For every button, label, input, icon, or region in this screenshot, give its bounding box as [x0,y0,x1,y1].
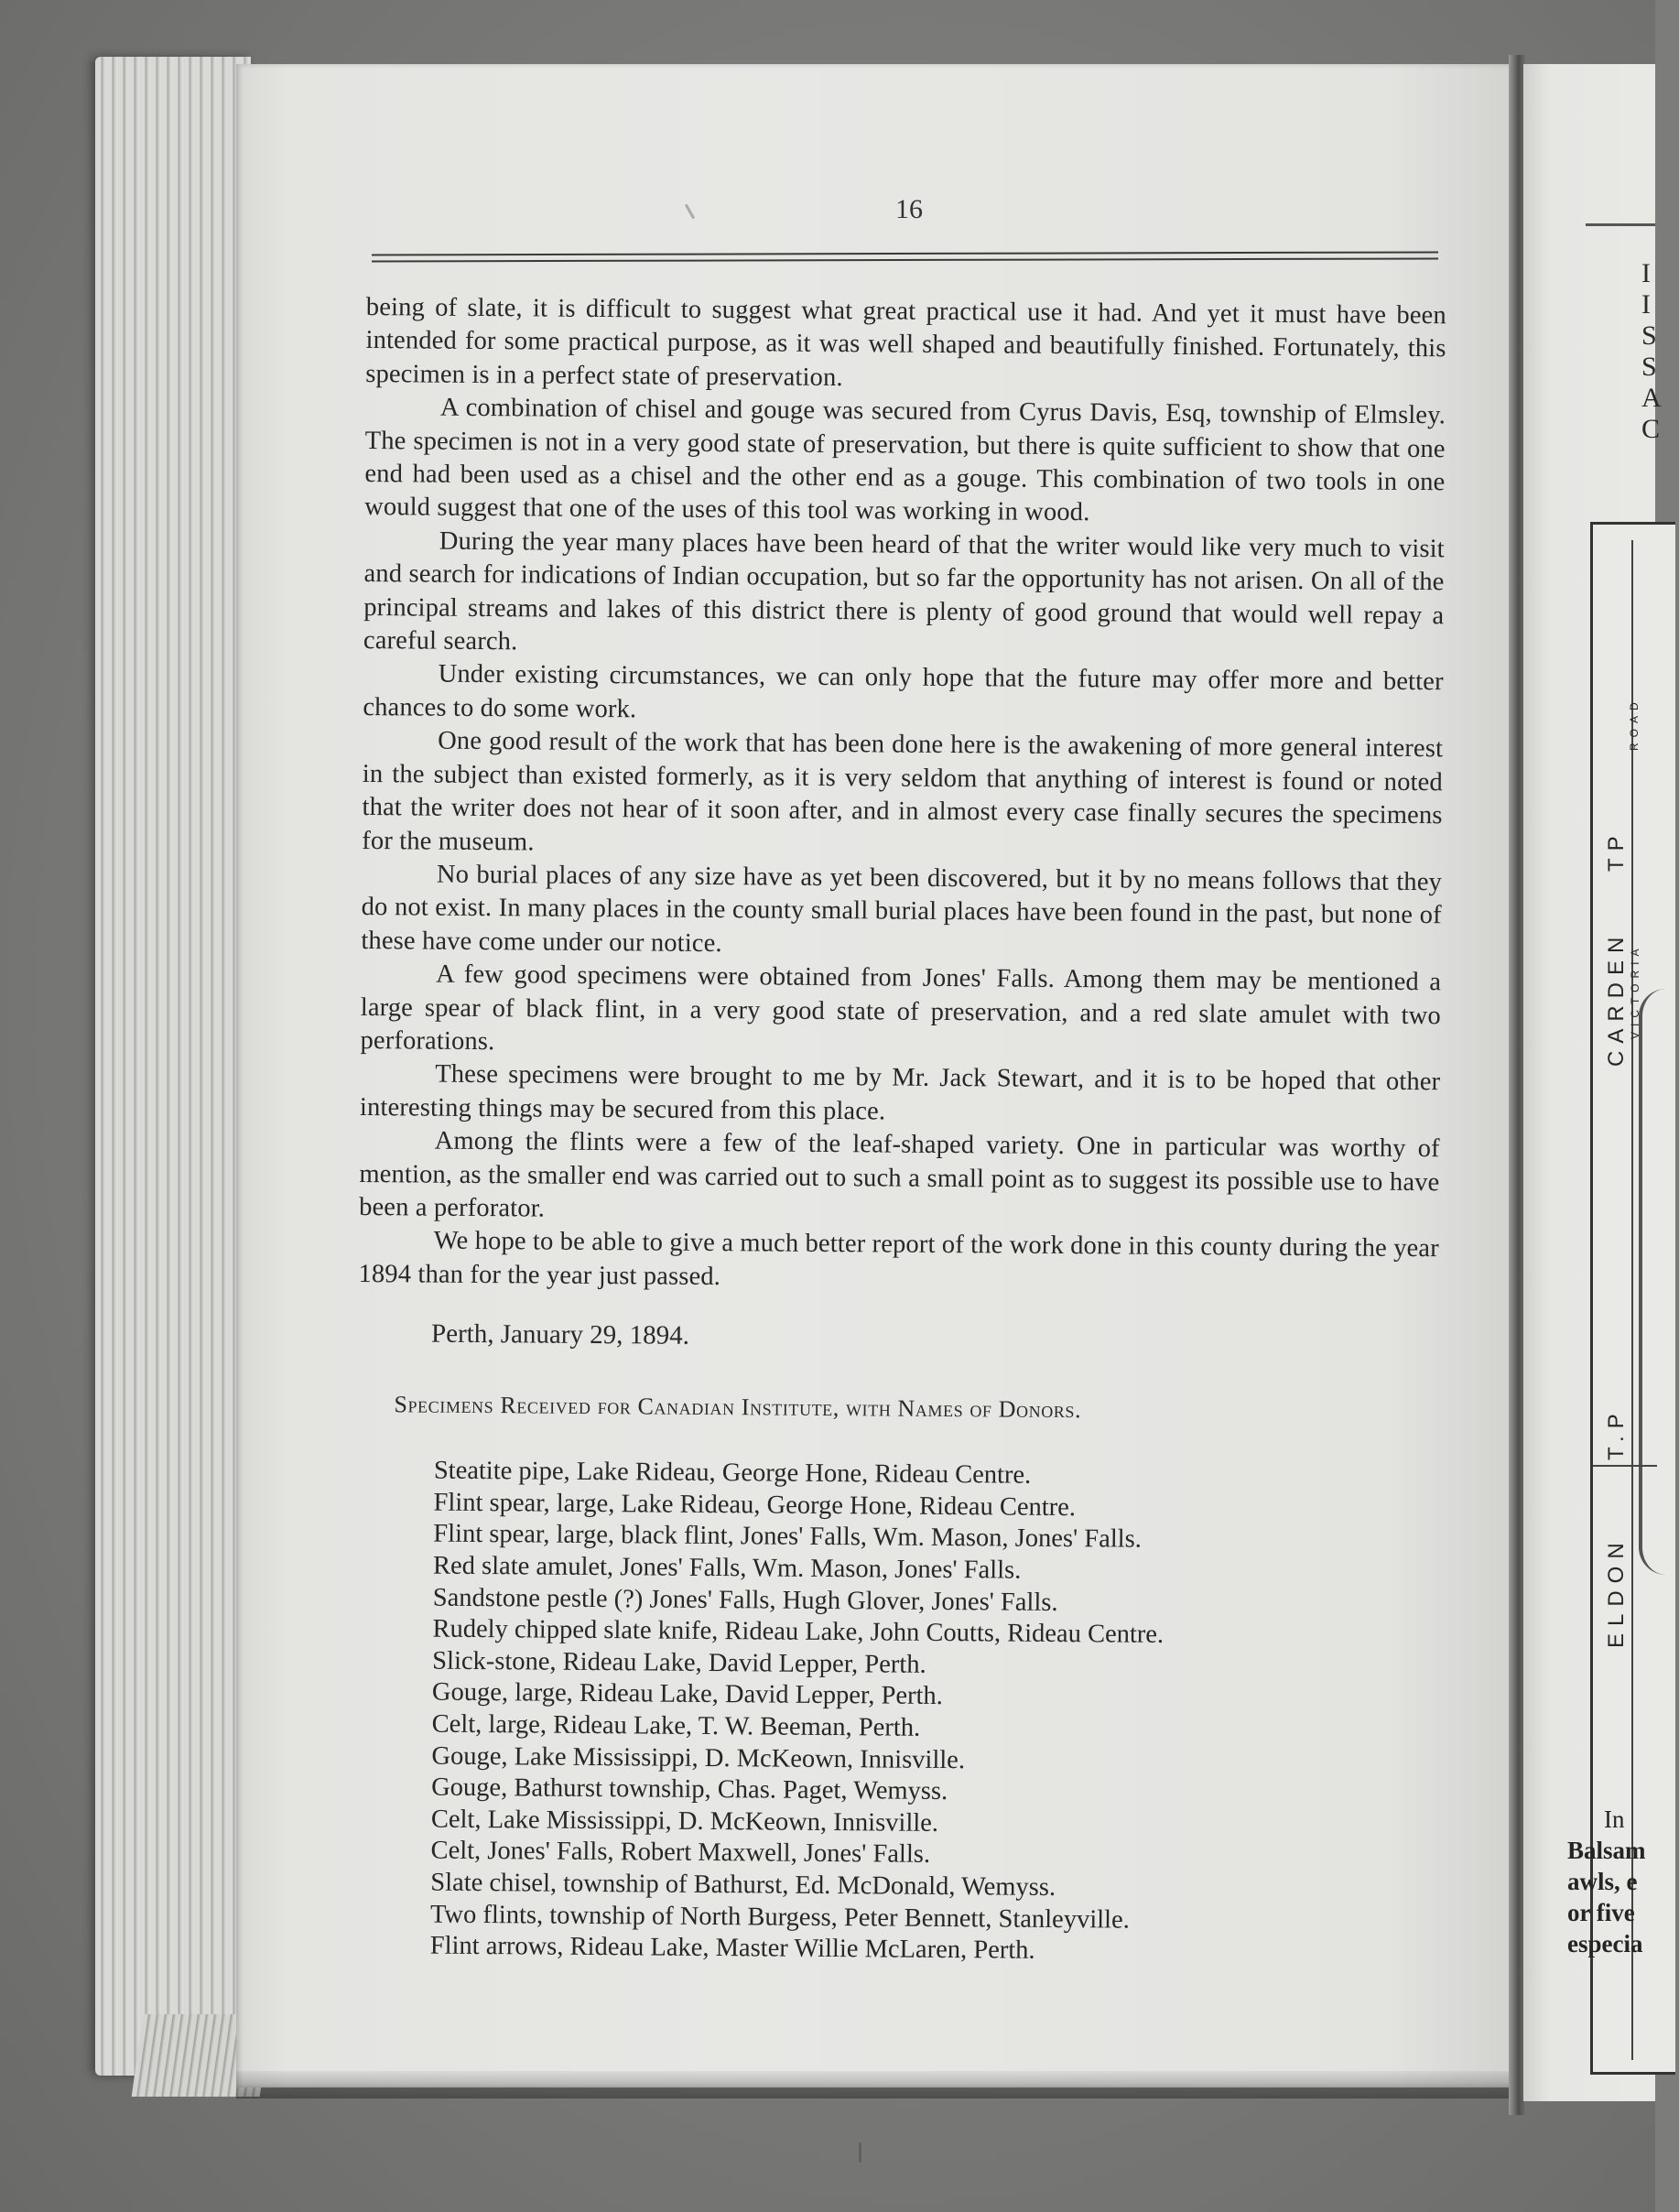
donor-entry: Celt, Lake Mississippi, D. McKeown, Innisville. [430,1805,939,1838]
fragment-line: Balsam [1567,1837,1646,1864]
map-boundary-line [1593,1465,1657,1467]
fragment-line: awls, e [1567,1868,1638,1895]
map-label-carden: CARDEN [1604,929,1629,1067]
right-page-text-fragment [1567,1804,1668,1959]
donor-entry: Slate chisel, township of Bathurst, Ed. McDonald, Wemyss. [430,1868,1056,1902]
donor-entry: Red slate amulet, Jones' Falls, Wm. Mason, Jones' Falls. [432,1551,1022,1585]
donor-entry: Gouge, Lake Mississippi, D. McKeown, Innisville. [431,1741,966,1774]
dateline: Perth, January 29, 1894. [430,1318,690,1350]
donor-entry: Steatite pipe, Lake Rideau, George Hone, Rideau Centre. [433,1456,1032,1490]
margin-letter: S [1641,320,1657,351]
paragraph: being of slate, it is difficult to suggest what great practical use it had. And yet it must have been intended for some practical purpose, as it was well shaped and beautifully finished. Fortunately, this specimen is in a perfect state of preservation. [365,292,1446,392]
page-body [353,291,1446,1970]
map-label-eldon: ELDON [1604,1535,1629,1648]
margin-letter: I [1641,289,1651,320]
fragment-line: In [1604,1805,1625,1833]
donor-entry: Gouge, large, Rideau Lake, David Lepper, Perth. [431,1677,943,1711]
page-number: 16 [895,194,923,224]
map-label-road: ROAD [1628,697,1641,751]
donor-entry: Sandstone pestle (?) Jones' Falls, Hugh Glover, Jones' Falls. [432,1583,1058,1617]
paragraph: Under existing circumstances, we can only hope that the future may offer more and better chances to do some work. [363,660,1444,724]
paragraph: We hope to be able to give a much better report of the work done in this county during the year 1894 than for the year just passed. [358,1226,1439,1291]
paragraph: No burial places of any size have as yet been discovered, but it by no means follows that they do not exist. In many places in the county small burial places have been found in the past, but none of these have come under our notice. [361,860,1443,958]
margin-letter: A [1641,383,1662,413]
paragraph: These specimens were brought to me by Mr. Jack Stewart, and it is to be hoped that other interesting things may be secured from this place. [359,1059,1441,1126]
donor-entry: Flint spear, large, Lake Rideau, George Hone, Rideau Centre. [433,1488,1077,1522]
donor-entry: Celt, Jones' Falls, Robert Maxwell, Jones' Falls. [430,1836,931,1870]
paragraph: One good result of the work that has been done here is the awakening of more general interest in the subject than existed formerly, as it is very seldom that anything of interest is found or noted that the writer does not hear of it soon after, and in almost every case finally secures the specimens for the museum. [362,726,1444,856]
section-heading: Specimens Received for Canadian Institute, with Names of Donors. [394,1391,1082,1424]
paragraph: Among the flints were a few of the leaf-shaped variety. One in particular was worthy of mention, as the smaller end was carried out to such a small point as to suggest its possible use to have been a perforator. [359,1126,1440,1223]
donor-entry: Gouge, Bathurst township, Chas. Paget, Wemyss. [431,1773,948,1806]
margin-letter: C [1641,414,1661,444]
paragraph: A combination of chisel and gouge was secured from Cyrus Davis, Esq, township of Elmsley. The specimen is not in a very good state of preservation, but there is quite sufficient to show that one end had been used as a chisel and the other end as a gouge. This combination of two tools in one would suggest that one of the uses of this tool was working in wood. [364,393,1446,527]
map-river [1639,989,1679,1575]
donor-entry: Flint arrows, Rideau Lake, Master Willie McLaren, Perth. [429,1931,1035,1965]
donor-entry: Two flints, township of North Burgess, Peter Bennett, Stanleyville. [429,1900,1130,1935]
paragraph: A few good specimens were obtained from Jones' Falls. Among them may be mentioned a large spear of black flint, in a very good state of preservation, and a red slate amulet with two perforations. [360,960,1442,1057]
margin-letter: I [1641,258,1651,288]
margin-letter: S [1641,352,1657,382]
right-margin-letters [1641,258,1669,445]
fragment-line: especia [1567,1930,1643,1957]
map-label-tp-lower: T.P [1604,1406,1629,1460]
paragraph: During the year many places have been heard of that the writer would like very much to visit and search for indications of Indian occupation, but so far the opportunity has not arisen. On all of the principal streams and lakes of this district there is plenty of good ground that would well repay a careful search. [363,526,1445,656]
donor-entry: Rudely chipped slate knife, Rideau Lake, John Coutts, Rideau Centre. [432,1614,1164,1650]
right-page-header-rule [1586,223,1655,226]
map-label-victoria: VICTORIA [1629,943,1641,1039]
scan-speck [859,2142,861,2163]
donor-entry: Celt, large, Rideau Lake, T. W. Beeman, Perth. [431,1709,921,1742]
page-edges-stack [95,57,251,2076]
donor-entry: Slick-stone, Rideau Lake, David Lepper, Perth. [432,1646,926,1679]
fragment-line: or five [1567,1899,1635,1926]
page-bottom-shadow [236,2071,1516,2098]
donor-list [430,1456,1437,1970]
map-label-tp-upper: TP [1604,829,1629,872]
donor-entry: Flint spear, large, black flint, Jones' Falls, Wm. Mason, Jones' Falls. [433,1519,1143,1555]
